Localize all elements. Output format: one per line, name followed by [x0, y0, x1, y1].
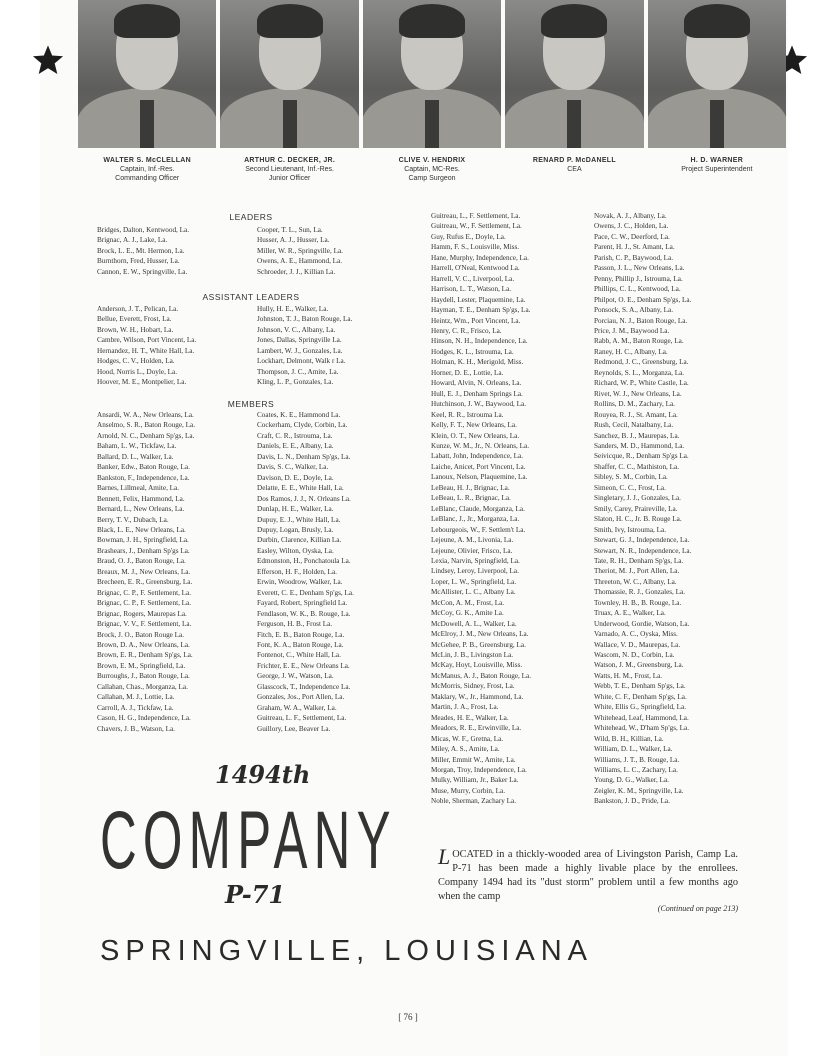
roster-entry: Dupuy, Logan, Brusly, La.	[257, 525, 334, 534]
roster-entry: Truax, A. E., Walker, La.	[594, 609, 666, 618]
roster-entry: Miley, A. S., Amite, La.	[431, 745, 500, 754]
roster-entry: Mulky, William, Jr., Baker La.	[431, 776, 519, 785]
roster-entry: McKay, Hoyt, Louisville, Miss.	[431, 661, 523, 670]
roster-entry: Cambre, Wilson, Port Vincent, La.	[97, 336, 197, 345]
roster-entry: LeBeau, H. J., Brignac, La.	[431, 483, 510, 492]
roster-entry: Watson, J. M., Greensburg, La.	[594, 661, 684, 670]
officer-name: CLIVE V. HENDRIX	[398, 157, 466, 164]
roster-entry: Williams, J. T., B. Rouge, La.	[594, 755, 680, 764]
roster-entry: Slaton, H. C., Jr. B. Rouge La.	[594, 515, 682, 524]
page-number: [ 76 ]	[398, 1012, 418, 1022]
roster-entry: Brown, E. R., Denham Sp'gs, La.	[97, 651, 193, 660]
roster-entry: Price, J. M., Baywood La.	[594, 326, 670, 335]
roster-entry: Barnes, Lillmeal, Amite, La.	[97, 484, 180, 493]
roster-entry: Hayman, T. E., Denham Sp'gs, La.	[431, 306, 531, 315]
roster-entry: Callahan, M. J., Lottie, La.	[97, 693, 175, 702]
roster-entry: Edmonston, H., Ponchatoula La.	[257, 557, 351, 566]
roster-entry: Brignac, V. V., F. Settlement, La.	[97, 620, 192, 629]
roster-entry: Everett, C. E., Denham Sp'gs, La.	[257, 588, 354, 597]
officer-rank: Project Superintendent	[681, 166, 753, 173]
roster-entry: Johnston, T. J., Baton Rouge, La.	[257, 315, 353, 324]
roster-entry: Hodges, K. L., Istrouma, La.	[431, 347, 514, 356]
officer-photos	[78, 0, 786, 150]
roster-entry: Sanders, M. D., Hammond, La.	[594, 441, 685, 450]
roster-entry: Hoover, M. E., Montpelier, La.	[97, 378, 187, 387]
roster-entry: Rollins, D. M., Zachary, La.	[594, 400, 675, 409]
roster-entry: Carroll, A. J., Tickfaw, La.	[97, 703, 174, 712]
roster-entry: Varnado, A. C., Oyska, Miss.	[594, 630, 678, 639]
officer-caption	[505, 156, 643, 183]
officer-rank: Captain, MC-Res.	[404, 166, 460, 173]
roster-entry: Martin, J. A., Frost, La.	[431, 703, 499, 712]
officer-caption	[78, 156, 216, 183]
roster-entry: Wild, B. H., Killian, La.	[594, 734, 664, 743]
roster-entry: Dunlap, H. E., Walker, La.	[257, 505, 334, 514]
roster-entry: McElroy, J. M., New Orleans, La.	[431, 630, 529, 639]
roster-entry: Guy, Rufus E., Doyle, La.	[431, 232, 506, 241]
officer-rank: CEA	[567, 166, 582, 173]
roster-entry: McDowell, A. L., Walker, La.	[431, 619, 517, 628]
roster-entry: Rush, Cecil, Natalbany, La.	[594, 421, 674, 430]
members-heading: MEMBERS	[227, 399, 275, 409]
description-text: OCATED in a thickly-wooded area of Livingston Parish, Camp La. P-71 has been made a highly livable place by the enrollees. Company 1494 had its "dust storm" problem until a few months ago when the camp	[438, 849, 738, 902]
roster-entry: McCon, A. M., Frost, La.	[431, 598, 505, 607]
roster-entry: Guitreau, L., F. Settlement, La.	[431, 212, 521, 220]
roster-entry: McAllister, L. C., Albany La.	[431, 588, 516, 597]
roster-entry: McManus, A. J., Baton Rouge, La.	[431, 671, 532, 680]
roster-entry: Lockhart, Delmont, Walk r La.	[257, 357, 346, 366]
roster-entry: Threeton, W. C., Albany, La.	[594, 577, 677, 586]
officer-photo	[363, 0, 501, 148]
roster-entry: Dos Ramos, J. J., N. Orleans La.	[257, 494, 351, 503]
officer-name: WALTER S. McCLELLAN	[103, 157, 192, 164]
members-list-col2	[257, 410, 409, 734]
roster-entry: Heintz, Wm., Port Vincent, La.	[431, 316, 521, 325]
roster-entry: Brignac, C. P., F. Settlement, La.	[97, 599, 192, 608]
assistant-list-left	[97, 304, 254, 388]
roster-entry: Watts, H. M., Frost, La.	[594, 671, 663, 680]
roster-entry: Frichter, E. E., New Orleans La.	[257, 661, 350, 670]
roster-entry: White, Ellis G., Springfield, La.	[594, 703, 687, 712]
roster-entry: Hamm, F. S., Louisville, Miss.	[431, 243, 520, 252]
officer-captions	[78, 156, 786, 183]
roster-entry: Smith, Ivy, Istrouma, La.	[594, 525, 666, 534]
roster-entry: Lexia, Narvin, Springfield, La.	[431, 556, 520, 565]
continued-note: (Continued on page 213)	[657, 904, 738, 913]
roster-entry: Brignac, Rogers, Maurepas La.	[97, 609, 187, 618]
roster-entry: Maklary, W., Jr., Hammond, La.	[431, 692, 524, 701]
roster-entry: Brecheen, E. R., Greensburg, La.	[97, 578, 193, 587]
roster-entry: Schroeder, J. J., Killian La.	[257, 267, 336, 276]
leaders-list-left	[97, 225, 254, 277]
officer-name: ARTHUR C. DECKER, JR.	[244, 157, 336, 164]
roster-entry: Underwood, Gordie, Watson, La.	[594, 619, 690, 628]
roster-entry: Webb, T. E., Denham Sp'gs, La.	[594, 682, 686, 691]
roster-entry: Cannon, E. W., Springville, La.	[97, 267, 188, 276]
roster-entry: Husser, A. J., Husser, La.	[257, 236, 330, 245]
roster-entry: Rivet, W. J., New Orleans, La.	[594, 389, 682, 398]
roster-entry: Kelly, F. T., New Orleans, La.	[431, 421, 517, 430]
officer-photo	[220, 0, 358, 148]
roster-entry: Breaux, M. J., New Orleans, La.	[97, 567, 191, 576]
roster-entry: Hinson, N. H., Independence, La.	[431, 337, 528, 346]
roster-entry: Holman, K. H., Merigold, Miss.	[431, 358, 524, 367]
members-list-col1	[97, 410, 254, 734]
roster-entry: Owens, A. E., Hammond, La.	[257, 257, 343, 266]
roster-entry: Fontenot, C., White Hall, La.	[257, 651, 341, 660]
roster-entry: Braud, O. J., Baton Rouge, La.	[97, 557, 186, 566]
roster-entry: Hernandez, H. T., White Hall, La.	[97, 346, 195, 355]
roster-entry: Guitreau, W., F. Settlement, La.	[431, 222, 522, 231]
roster-entry: Wascom, N. D., Corbin, La.	[594, 651, 675, 660]
roster-entry: Delatte, E. E., White Hall, La.	[257, 484, 344, 493]
roster-entry: Kling, L. P., Gonzales, La.	[257, 378, 334, 387]
camp-description	[438, 844, 738, 914]
officer-caption	[648, 156, 786, 183]
roster-entry: Miller, Emmit W., Amite, La.	[431, 755, 516, 764]
roster-entry: Bellue, Everett, Frost, La.	[97, 315, 172, 324]
roster-entry: Rabb, A. M., Baton Rouge, La.	[594, 337, 684, 346]
roster-entry: Black, L. E., New Orleans, La.	[97, 525, 186, 534]
star-left-icon	[32, 44, 64, 76]
roster-entry: Penny, Phillip J., Istrouma, La.	[594, 274, 683, 283]
roster-entry: Pace, C. W., Deerford, La.	[594, 232, 670, 241]
camp-location: SPRINGVILLE, LOUISIANA	[100, 935, 594, 967]
roster-entry: Banker, Edw., Baton Rouge, La.	[97, 463, 190, 472]
roster-entry: George, J. W., Watson, La.	[257, 672, 334, 681]
roster-entry: Howard, Alvin, N. Orleans, La.	[431, 379, 522, 388]
roster-entry: Guitreau, L. F., Settlement, La.	[257, 714, 347, 723]
roster-entry: Johnson, V. C., Albany, La.	[257, 325, 336, 334]
roster-entry: Brown, D. A., New Orleans, La.	[97, 640, 190, 649]
roster-entry: Henry, C. R., Frisco, La.	[431, 326, 502, 335]
roster-entry: Bennett, Felix, Hammond, La.	[97, 494, 185, 503]
roster-entry: Davison, D. E., Doyle, La.	[257, 473, 334, 482]
roster-entry: Noble, Sherman, Zachary La.	[431, 797, 517, 806]
roster-entry: Klein, O. T., New Orleans, La.	[431, 431, 520, 440]
officer-name: H. D. WARNER	[690, 157, 744, 164]
roster-entry: Erwin, Woodrow, Walker, La.	[257, 578, 343, 587]
company-number: 1494th	[215, 760, 311, 789]
officer-role: Junior Officer	[268, 175, 311, 182]
roster-entry: Passon, J. L., New Orleans, La.	[594, 264, 685, 273]
roster-entry: Harrison, L. T., Watson, La.	[431, 285, 512, 294]
officer-rank: Second Lieutenant, Inf.-Res.	[245, 166, 334, 173]
roster-entry: Hull, E. J., Denham Springs La.	[431, 389, 523, 398]
roster-entry: Labatt, John, Independence, La.	[431, 452, 524, 461]
roster-entry: Hood, Norris L., Doyle, La.	[97, 367, 178, 376]
roster-entry: Smily, Carey, Praireville, La.	[594, 504, 678, 513]
officer-rank: Captain, Inf.-Res.	[119, 166, 175, 173]
roster-entry: Glasscock, T., Independence La.	[257, 682, 351, 691]
roster-entry: Seivicque, R., Denham Sp'gs La.	[594, 452, 689, 461]
roster-entry: Williams, L. C., Zachary, La.	[594, 766, 678, 775]
roster-entry: Burnthorn, Fred, Husser, La.	[97, 257, 180, 266]
officer-photo	[648, 0, 786, 148]
roster-entry: Fendlason, W. K., B. Rouge, La.	[257, 609, 351, 618]
roster-entry: LeBeau, L. R., Brignac, La.	[431, 494, 511, 503]
officer-role: Camp Surgeon	[408, 175, 456, 182]
roster-entry: Sibley, S. M., Corbin, La.	[594, 473, 668, 482]
roster-entry: Brown, W. H., Hobart, La.	[97, 325, 174, 334]
roster-entry: Hutchinson, J. W., Baywood, La.	[431, 400, 527, 409]
roster-entry: McCoy, G. K., Amite La.	[431, 609, 504, 618]
camp-designation: P-71	[225, 880, 286, 909]
roster-entry: Daniels, E. E., Albany, La.	[257, 442, 334, 451]
roster-entry: Porciau, N. J., Baton Rouge, La.	[594, 316, 688, 325]
roster-entry: Harrell, V. C., Liverpool, La.	[431, 274, 515, 283]
roster-entry: Gonzales, Jos., Port Allen, La.	[257, 693, 345, 702]
roster-entry: Bernard, L., New Orleans, La.	[97, 505, 185, 514]
roster-entry: Whitehead, W., D'ham Sp'gs, La.	[594, 724, 690, 733]
assistant-list-right	[257, 304, 409, 388]
roster-entry: Davis, S. C., Walker, La.	[257, 463, 329, 472]
roster-entry: Simeon, C. C., Frost, La.	[594, 483, 666, 492]
officer-caption	[363, 156, 501, 183]
roster-entry: Wallace, V. D., Maurepas, La.	[594, 640, 681, 649]
roster-entry: Lindsey, Leroy, Liverpool, La.	[431, 567, 519, 576]
roster-entry: Muse, Murry, Corbin, La.	[431, 786, 505, 795]
leaders-heading: LEADERS	[229, 212, 273, 222]
roster-entry: Meades, H. E., Walker, La.	[431, 713, 509, 722]
roster-entry: Tate, R. H., Denham Sp'gs, La.	[594, 556, 684, 565]
roster-entry: Brignac, A. J., Lake, La.	[97, 236, 168, 245]
roster-entry: McLin, J. B., Livingston La.	[431, 651, 514, 660]
roster-entry: Zeigler, K. M., Springville, La.	[594, 786, 684, 795]
roster-entry: Sanchez, B. J., Maurepas, La.	[594, 431, 680, 440]
roster-entry: Ferguson, H. B., Frost La.	[257, 620, 333, 629]
roster-entry: Owens, J. C., Holden, La.	[594, 222, 669, 231]
roster-entry: Young, D. G., Walker, La.	[594, 776, 669, 785]
roster-entry: Ballard, D. L., Walker, La.	[97, 452, 174, 461]
roster-entry: Callahan, Chas., Morganza, La.	[97, 682, 188, 691]
roster-entry: Guillory, Lee, Beaver La.	[257, 724, 331, 733]
roster-entry: Harrell, O'Neal, Kentwood La.	[431, 264, 520, 273]
company-title: COMPANY	[100, 795, 397, 886]
roster-entry: Berry, T. V., Dubach, La.	[97, 515, 169, 524]
roster-entry: LeBlanc, Claude, Morganza, La.	[431, 504, 525, 513]
roster-entry: Stewart, G. J., Independence, La.	[594, 536, 690, 545]
roster-entry: Burroughs, J., Baton Rouge, La.	[97, 672, 190, 681]
roster-entry: Brown, E. M., Springfield, La.	[97, 661, 186, 670]
roster-entry: Singletary, J. J., Gonzales, La.	[594, 494, 681, 503]
roster-entry: Anderson, J. T., Pelican, La.	[97, 305, 179, 313]
roster-entry: Novak, A. J., Albany, La.	[594, 212, 667, 220]
roster-entry: Miller, W. R., Springville, La.	[257, 246, 343, 255]
roster-entry: Loper, L. W., Springfield, La.	[431, 577, 517, 586]
roster-entry: William, D. L., Walker, La.	[594, 745, 673, 754]
roster-entry: Chavers, J. B., Watson, La.	[97, 724, 175, 733]
roster-entry: Theriot, M. J., Port Allen, La.	[594, 567, 680, 576]
roster-entry: Thompson, J. C., Amite, La.	[257, 367, 339, 376]
roster-entry: Cockerham, Clyde, Corbin, La.	[257, 421, 348, 430]
roster-entry: Raney, H. C., Albany, La.	[594, 347, 668, 356]
roster-entry: Bankston, J. D., Pride, La.	[594, 797, 670, 806]
roster-entry: Bankston, F., Independence, La.	[97, 473, 190, 482]
officer-photo	[505, 0, 643, 148]
members-list-col4	[594, 211, 754, 807]
roster-entry: Stewart, N. R., Independence, La.	[594, 546, 692, 555]
roster-entry: Easley, Wilton, Oyska, La.	[257, 546, 334, 555]
roster-entry: Lejeune, Olivier, Frisco, La.	[431, 546, 513, 555]
roster-entry: Phillips, C. L., Kentwood, La.	[594, 285, 681, 294]
roster-entry: Baham, L. W., Tickfaw, La.	[97, 442, 177, 451]
roster-entry: Horner, D. E., Lottie, La.	[431, 368, 504, 377]
roster-entry: Meadors, R. E., Erwinville, La.	[431, 724, 522, 733]
roster-entry: Jones, Dallas, Springville La.	[257, 336, 342, 345]
officer-photo	[78, 0, 216, 148]
roster-entry: Haydell, Lester, Plaquemine, La.	[431, 295, 526, 304]
roster-entry: Dupuy, E. J., White Hall, La.	[257, 515, 341, 524]
roster-entry: White, C. F., Denham Sp'gs, La.	[594, 692, 687, 701]
roster-entry: Shaffer, C. C., Mathiston, La.	[594, 462, 680, 471]
roster-entry: Graham, W. A., Walker, La.	[257, 703, 337, 712]
roster-entry: Thomassie, R. J., Gonzales, La.	[594, 588, 686, 597]
roster-entry: LeBlanc, J., Jr., Morganza, La.	[431, 515, 520, 524]
roster-entry: Craft, C. R., Istrouma, La.	[257, 431, 333, 440]
roster-entry: Font, K. A., Baton Rouge, La.	[257, 640, 344, 649]
roster-entry: Cason, H. G., Independence, La.	[97, 714, 191, 723]
roster-entry: Fitch, E. B., Baton Rouge, La.	[257, 630, 345, 639]
roster-entry: Davis, L. N., Denham Sp'gs, La.	[257, 452, 351, 461]
roster-entry: Hodges, C. V., Holden, La.	[97, 357, 175, 366]
roster-entry: Micas, W. F., Gretna, La.	[431, 734, 504, 743]
roster-entry: McGehee, P. B., Greensburg, La.	[431, 640, 526, 649]
roster-entry: Laiche, Anicet, Port Vincent, La.	[431, 462, 526, 471]
officer-role: Commanding Officer	[115, 175, 180, 182]
roster-entry: Reynolds, S. L., Morganza, La.	[594, 368, 685, 377]
roster-entry: Lejeune, A. M., Livonia, La.	[431, 536, 514, 545]
roster-entry: Brock, L. E., Mt. Hermon, La.	[97, 246, 185, 255]
drop-cap: L	[438, 844, 451, 869]
roster-entry: Morgan, Troy, Independence, La.	[431, 766, 527, 775]
members-list-col3	[431, 211, 591, 807]
roster-entry: Parent, H. J., St. Amant, La.	[594, 243, 675, 252]
roster-entry: Efferson, H. F., Holden, La.	[257, 567, 337, 576]
roster-entry: Anselmo, S. R., Baton Rouge, La.	[97, 421, 196, 430]
roster-entry: Brock, J. O., Baton Rouge La.	[97, 630, 185, 639]
roster-entry: Ponsock, S. A., Albany, La.	[594, 306, 673, 315]
roster-entry: Lanoux, Nelson, Plaquemine, La.	[431, 473, 528, 482]
roster-entry: Durbin, Clarence, Killian La.	[257, 536, 342, 545]
roster-entry: Bowman, J. H., Springfield, La.	[97, 536, 189, 545]
roster-entry: Hully, H. E., Walker, La.	[257, 305, 329, 313]
roster-entry: Philpot, O. E., Denham Sp'gs, La.	[594, 295, 692, 304]
roster-entry: Bridges, Dalton, Kentwood, La.	[97, 226, 190, 234]
roster-entry: Arnold, N. C., Denham Sp'gs, La.	[97, 431, 195, 440]
officer-name: RENARD P. McDANELL	[532, 157, 616, 164]
roster-entry: Kunze, W. M., Jr., N. Orleans, La.	[431, 441, 530, 450]
roster-entry: Coates, K. E., Hammond La.	[257, 411, 341, 419]
roster-entry: Whitehead, Leaf, Hammond, La.	[594, 713, 689, 722]
roster-entry: Lebourgeois, W., F. Settlem't La.	[431, 525, 526, 534]
roster-entry: Keel, R. R., Istrouma La.	[431, 410, 504, 419]
roster-entry: Townley, H. B., B. Rouge, La.	[594, 598, 682, 607]
officer-caption	[220, 156, 358, 183]
roster-entry: Redmond, J. C., Greensburg, La.	[594, 358, 689, 367]
roster-entry: Parish, C. P., Baywood, La.	[594, 253, 674, 262]
assistant-leaders-heading: ASSISTANT LEADERS	[202, 292, 300, 302]
roster-entry: Lambert, W. J., Gonzales, La.	[257, 346, 343, 355]
roster-entry: Brignac, C. P., F. Settlement, La.	[97, 588, 192, 597]
roster-entry: Hane, Murphy, Independence, La.	[431, 253, 529, 262]
roster-entry: McMorris, Sidney, Frost, La.	[431, 682, 515, 691]
leaders-list-right	[257, 225, 409, 277]
roster-entry: Rouyea, R. J., St. Amant, La.	[594, 410, 678, 419]
roster-entry: Brashears, J., Denham Sp'gs La.	[97, 546, 190, 555]
roster-entry: Ansardi, W. A., New Orleans, La.	[97, 411, 194, 419]
roster-entry: Richard, W. P., White Castle, La.	[594, 379, 689, 388]
roster-entry: Cooper, T. L., Sun, La.	[257, 226, 323, 234]
roster-entry: Fayard, Robert, Springfield La.	[257, 599, 348, 608]
